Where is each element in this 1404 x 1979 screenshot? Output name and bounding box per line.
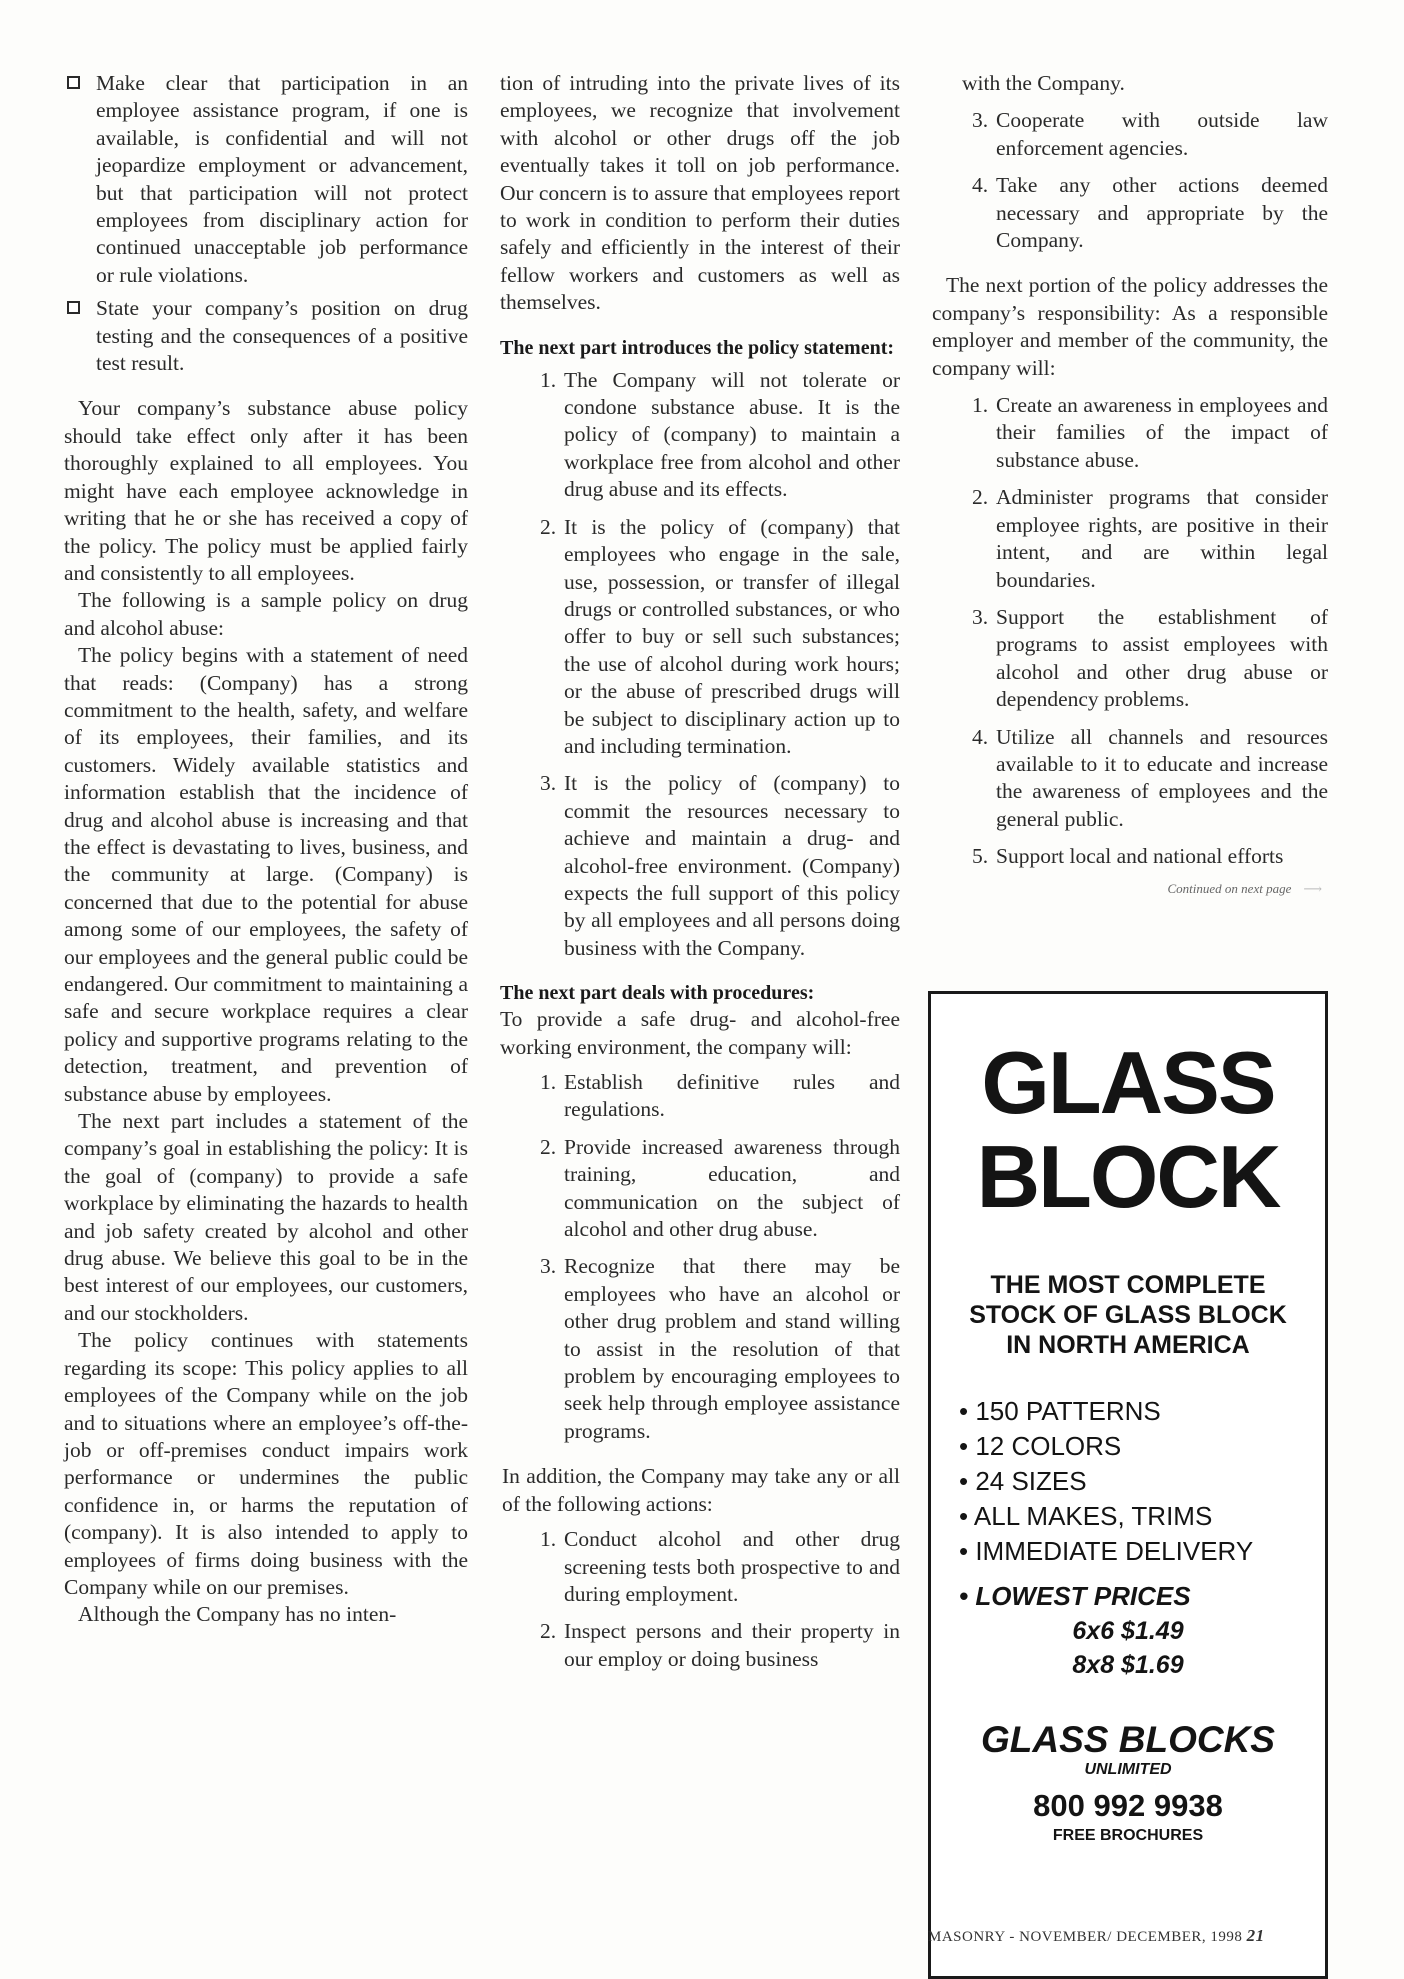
ad-price: 8x8 $1.69 — [1072, 1651, 1184, 1679]
list-item: 2. Administer programs that consider employee rights, are positive in their intent, and are within legal boundaries. — [972, 485, 1328, 592]
checklist-item: State your company’s position on drug testing and the consequences of a positive test result. — [64, 295, 468, 377]
ad-feature: • IMMEDIATE DELIVERY — [959, 1536, 1254, 1566]
ad-feature: • 24 SIZES — [959, 1466, 1087, 1496]
ad-headline: GLASS — [981, 1033, 1275, 1132]
policy-list — [500, 367, 900, 963]
paragraph: with the Company. — [962, 71, 1125, 95]
ad-price: 6x6 $1.49 — [1072, 1617, 1184, 1645]
list-item: 2. Inspect persons and their property in our employ or doing business — [540, 1619, 900, 1671]
list-item: 3. Cooperate with outside law enforcement agencies. — [972, 108, 1328, 160]
list-item: 2. Provide increased awareness through training, education, and communication on the subject of alcohol and other drug abuse. — [540, 1134, 900, 1242]
list-item: 2. It is the policy of (company) that employees who engage in the sale, use, possession, or transfer of illegal drugs or controlled substances, or who offer to buy or sell such substances; the use of alcohol during work hours; or the abuse of prescribed drugs will be subject to disciplinary action up to and including termination. — [540, 514, 900, 758]
ad-phone: 800 992 9938 — [1033, 1788, 1223, 1823]
checkbox-icon — [67, 76, 80, 89]
paragraph: Although the Company has no inten- — [78, 1602, 397, 1627]
article-column-2 — [500, 70, 900, 1683]
paragraph: Your company’s substance abuse policy should take effect only after it has been thoroughly explained to all employees. You might have each employee acknowledge in writing that he or she has received a copy of the policy. The policy must be applied fairly and consistently to all employees. — [64, 396, 468, 585]
section-heading: The next part introduces the policy statement: — [500, 336, 895, 359]
ad-features — [959, 1394, 1325, 1614]
list-item: 1. Create an awareness in employees and their families of the impact of substance abuse. — [972, 393, 1328, 472]
ad-headline: BLOCK — [976, 1127, 1280, 1226]
list-item: 1. Establish definitive rules and regulations. — [540, 1070, 900, 1122]
list-item: 3. Recognize that there may be employees who have an alcohol or other drug problem and stand willing to assist in the resolution of that problem by encouraging employees to seek help through employee assistance programs. — [540, 1254, 900, 1443]
ad-brochures: FREE BROCHURES — [1052, 1827, 1204, 1844]
list-item: 5. Support local and national efforts — [972, 844, 1284, 869]
paragraph: The following is a sample policy on drug and alcohol abuse: — [64, 588, 468, 640]
page-footer — [928, 1926, 1265, 1946]
list-item: 3. Support the establishment of programs to assist employees with alcohol and other drug abuse or dependency problems. — [972, 604, 1328, 712]
list-item: 1. The Company will not tolerate or condone substance abuse. It is the policy of (company) to maintain a workplace free from alcohol and other drug abuse and its effects. — [540, 367, 900, 502]
list-item: 4. Utilize all channels and resources available to it to educate and increase the awareness of employees and the general public. — [972, 724, 1328, 831]
ad-brand: GLASS BLOCKS — [981, 1719, 1275, 1760]
ad-feature: • 150 PATTERNS — [959, 1396, 1161, 1426]
ad-lowest-prices: • LOWEST PRICES — [959, 1581, 1191, 1611]
paragraph: In addition, the Company may take any or all of the following actions: — [502, 1464, 900, 1516]
list-item: 1. Conduct alcohol and other drug screening tests both prospective to and during employment. — [540, 1527, 900, 1606]
paragraph: tion of intruding into the private lives of its employees, we recognize that involvement with alcohol or other drugs off the job eventually takes it toll on job performance. Our concern is to assure that employees report to work in condition to perform their duties safely and efficiently in the interest of their fellow workers and customers as well as themselves. — [500, 71, 900, 315]
ad-feature: • 12 COLORS — [959, 1431, 1122, 1461]
paragraph: To provide a safe drug- and alcohol-free working environment, the company will: — [500, 1007, 900, 1059]
paragraph: The policy begins with a statement of need that reads: (Company) has a strong commitment to the health, safety, and welfare of its employees, their families, and its customers. Widely available statistics and information establish that the incidence of drug and alcohol abuse is increasing and that the effect is devastating to lives, business, and the community at large. (Company) is concerned that due to the potential for abuse among some of our employees, the safety of our employees and the general public could be endangered. Our commitment to maintaining a safe and secure workplace requires a clear policy and supportive programs relating to the detection, treatment, and prevention of substance abuse by employees. — [64, 643, 468, 1106]
paragraph: The next portion of the policy addresses the company’s responsibility: As a responsible employer and member of the community, the company will: — [932, 273, 1328, 380]
footer-text: MASONRY - NOVEMBER/ DECEMBER, 1998 — [928, 1929, 1243, 1945]
checklist-item: Make clear that participation in an employee assistance program, if one is available, is confidential and will not jeopardize employment or advancement, but that participation will not protect employees from disciplinary action for continued unacceptable job performance or rule violations. — [64, 70, 468, 289]
glass-block-advertisement — [928, 991, 1328, 1979]
page-number: 21 — [1246, 1926, 1265, 1945]
ad-feature: • ALL MAKES, TRIMS — [959, 1501, 1213, 1531]
actions-list-continued — [932, 107, 1328, 254]
section-heading: The next part deals with procedures: — [500, 982, 815, 1005]
responsibility-list — [932, 392, 1328, 871]
continued-note: Continued on next page ⟶ — [1167, 880, 1322, 896]
ad-brand-sub: UNLIMITED — [1084, 1761, 1172, 1778]
arrow-right-icon: ⟶ — [1303, 880, 1322, 896]
ad-subhead: THE MOST COMPLETE STOCK OF GLASS BLOCK IN NORTH AMERICA — [969, 1271, 1287, 1359]
paragraph: The next part includes a statement of the company’s goal in establishing the policy: It is the goal of (company) to provide a safe workplace by eliminating the hazards to health and job safety created by alcohol and other drug abuse. We believe this goal to be in the best interest of our employees, our customers, and our stockholders. — [64, 1109, 468, 1325]
article-column-1 — [64, 70, 468, 1629]
list-item: 4. Take any other actions deemed necessary and appropriate by the Company. — [972, 173, 1328, 253]
article-column-3 — [932, 70, 1328, 902]
procedures-list — [500, 1069, 900, 1445]
paragraph: The policy continues with statements regarding its scope: This policy applies to all employees of the Company while on the job and to situations where an employee’s off-the-job or off-premises conduct impairs work performance or undermines the public confidence in, or harms the reputation of (company). It is also intended to apply to employees of firms doing business with the Company while on our premises. — [64, 1328, 468, 1599]
list-item: 3. It is the policy of (company) to commit the resources necessary to achieve and maintain a drug- and alcohol-free environment. (Company) expects the full support of this policy by all employees and all persons doing business with the Company. — [540, 771, 900, 960]
checkbox-icon — [67, 301, 80, 314]
actions-list — [500, 1526, 900, 1673]
